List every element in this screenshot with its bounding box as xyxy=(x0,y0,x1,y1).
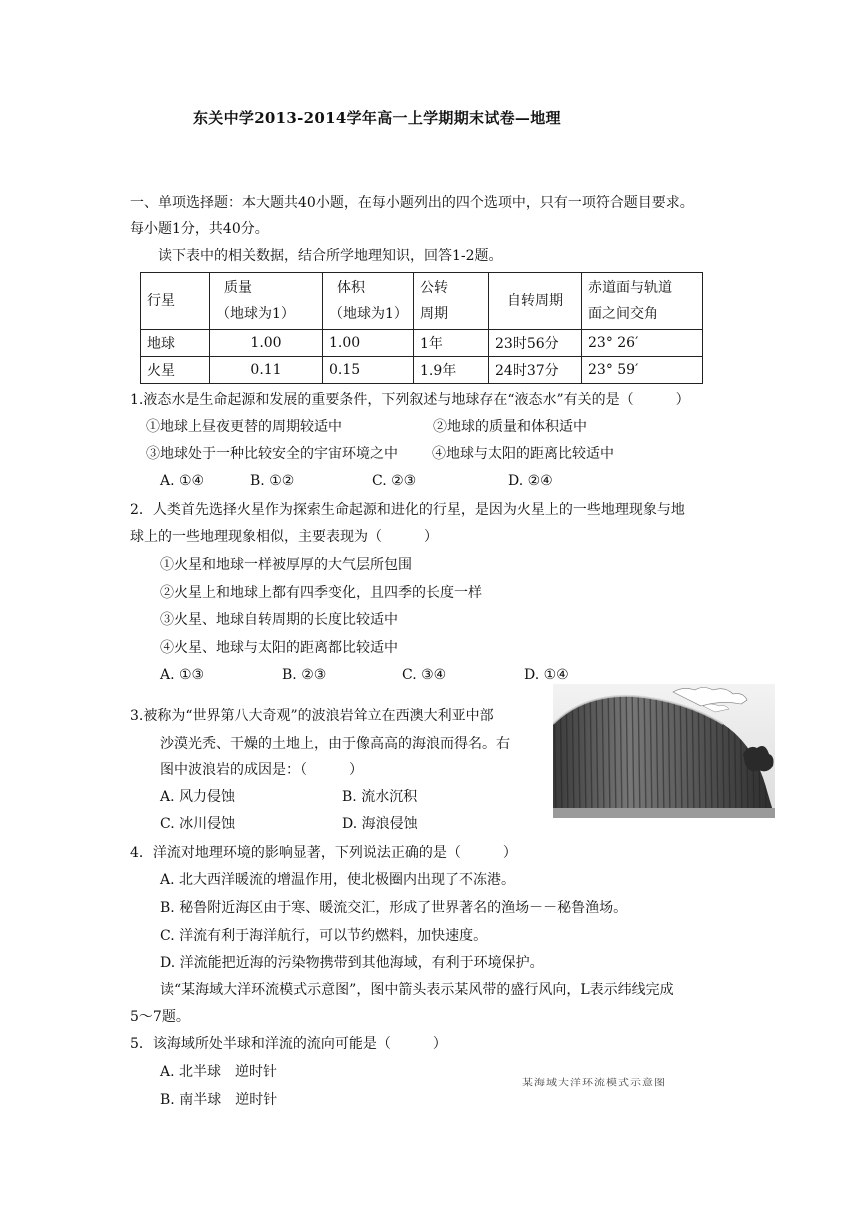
table-cell: 1.9年 xyxy=(414,357,489,384)
q2-option-c: C. ③④ xyxy=(402,667,447,683)
header-cell: 自转周期 xyxy=(489,273,582,330)
q2-stem-line1: 2．人类首先选择火星作为探索生命起源和进化的行星，是因为火星上的一些地理现象与地 xyxy=(130,502,685,518)
table-cell: 24时37分 xyxy=(489,357,582,384)
q2-item-3: ③火星、地球自转周期的长度比较适中 xyxy=(160,612,398,628)
q1-option-a: A. ①④ xyxy=(160,473,205,489)
q3-stem-line1: 3.被称为“世界第八大奇观”的波浪岩耸立在西澳大利亚中部 xyxy=(130,708,494,724)
q5-option-b: B. 南半球 逆时针 xyxy=(160,1092,278,1108)
table-row xyxy=(141,330,703,357)
q2-option-a: A. ①③ xyxy=(160,667,205,683)
header-cell: 体积 （地球为1） xyxy=(323,273,414,330)
q1-option-d: D. ②④ xyxy=(508,473,553,489)
header-cell: 公转 周期 xyxy=(414,273,489,330)
table-row xyxy=(141,357,703,384)
table-cell: 0.15 xyxy=(323,357,414,384)
q1-item-3: ③地球处于一种比较安全的宇宙环境之中 xyxy=(146,446,398,462)
q2-option-b: B. ②③ xyxy=(282,667,327,683)
q3-stem-line3: 图中波浪岩的成因是：（ ） xyxy=(160,762,363,778)
q2-stem-line2: 球上的一些地理现象相似，主要表现为（ ） xyxy=(130,529,438,545)
figure-caption: 某海域大洋环流模式示意图 xyxy=(522,1076,666,1088)
q4-option-d: D. 洋流能把近海的污染物携带到其他海域，有利于环境保护。 xyxy=(160,955,544,971)
q1-item-2: ②地球的质量和体积适中 xyxy=(433,419,587,435)
q1-item-4: ④地球与太阳的距离比较适中 xyxy=(432,446,614,462)
section-heading-line1: 一、单项选择题：本大题共40小题，在每小题列出的四个选项中，只有一项符合题目要求。 xyxy=(130,195,694,211)
q3-option-a: A. 风力侵蚀 xyxy=(160,789,236,805)
q3-option-b: B. 流水沉积 xyxy=(342,789,418,805)
q4-option-c: C. 洋流有利于海洋航行，可以节约燃料，加快速度。 xyxy=(160,928,488,944)
table-cell: 23° 26′ xyxy=(582,330,703,357)
page-title: 东关中学2013-2014学年高一上学期期末试卷—地理 xyxy=(193,109,561,127)
table-cell: 地球 xyxy=(141,330,210,357)
planet-data-table xyxy=(140,272,703,384)
q5-stem: 5．该海域所处半球和洋流的流向可能是（ ） xyxy=(130,1036,447,1052)
table-cell: 1.00 xyxy=(210,330,323,357)
table-cell: 0.11 xyxy=(210,357,323,384)
intro-q5-7-line2: 5～7题。 xyxy=(130,1009,190,1025)
table-header-row xyxy=(141,273,703,330)
q1-stem: 1.液态水是生命起源和发展的重要条件，下列叙述与地球存在“液态水”有关的是（ ） xyxy=(130,392,690,408)
intro-q1-2: 读下表中的相关数据，结合所学地理知识，回答1-2题。 xyxy=(158,248,503,264)
q4-option-b: B. 秘鲁附近海区由于寒、暖流交汇，形成了世界著名的渔场－－秘鲁渔场。 xyxy=(160,900,628,916)
wave-rock-photo xyxy=(553,684,775,818)
table-cell: 1年 xyxy=(414,330,489,357)
section-heading-line2: 每小题1分，共40分。 xyxy=(130,221,269,237)
q3-option-d: D. 海浪侵蚀 xyxy=(342,816,418,832)
q1-option-c: C. ②③ xyxy=(372,473,417,489)
intro-q5-7-line1: 读“某海域大洋环流模式示意图”，图中箭头表示某风带的盛行风向，L表示纬线完成 xyxy=(160,982,674,998)
table-cell: 火星 xyxy=(141,357,210,384)
header-cell: 行星 xyxy=(141,273,210,330)
table-cell: 23时56分 xyxy=(489,330,582,357)
q5-option-a: A. 北半球 逆时针 xyxy=(160,1064,278,1080)
q3-stem-line2: 沙漠光秃、干燥的土地上，由于像高高的海浪而得名。右 xyxy=(160,736,510,752)
q1-option-b: B. ①② xyxy=(250,473,295,489)
table-cell: 1.00 xyxy=(323,330,414,357)
header-cell: 质量 （地球为1） xyxy=(210,273,323,330)
q2-item-1: ①火星和地球一样被厚厚的大气层所包围 xyxy=(160,557,412,573)
q2-item-2: ②火星上和地球上都有四季变化，且四季的长度一样 xyxy=(160,585,482,601)
header-cell: 赤道面与轨道 面之间交角 xyxy=(582,273,703,330)
q4-stem: 4．洋流对地理环境的影响显著，下列说法正确的是（ ） xyxy=(130,845,517,861)
table-cell: 23° 59′ xyxy=(582,357,703,384)
q2-item-4: ④火星、地球与太阳的距离都比较适中 xyxy=(160,640,398,656)
q4-option-a: A. 北大西洋暖流的增温作用，使北极圈内出现了不冻港。 xyxy=(160,872,516,888)
q1-item-1: ①地球上昼夜更替的周期较适中 xyxy=(146,419,342,435)
q3-option-c: C. 冰川侵蚀 xyxy=(160,816,236,832)
q2-option-d: D. ①④ xyxy=(524,667,569,683)
